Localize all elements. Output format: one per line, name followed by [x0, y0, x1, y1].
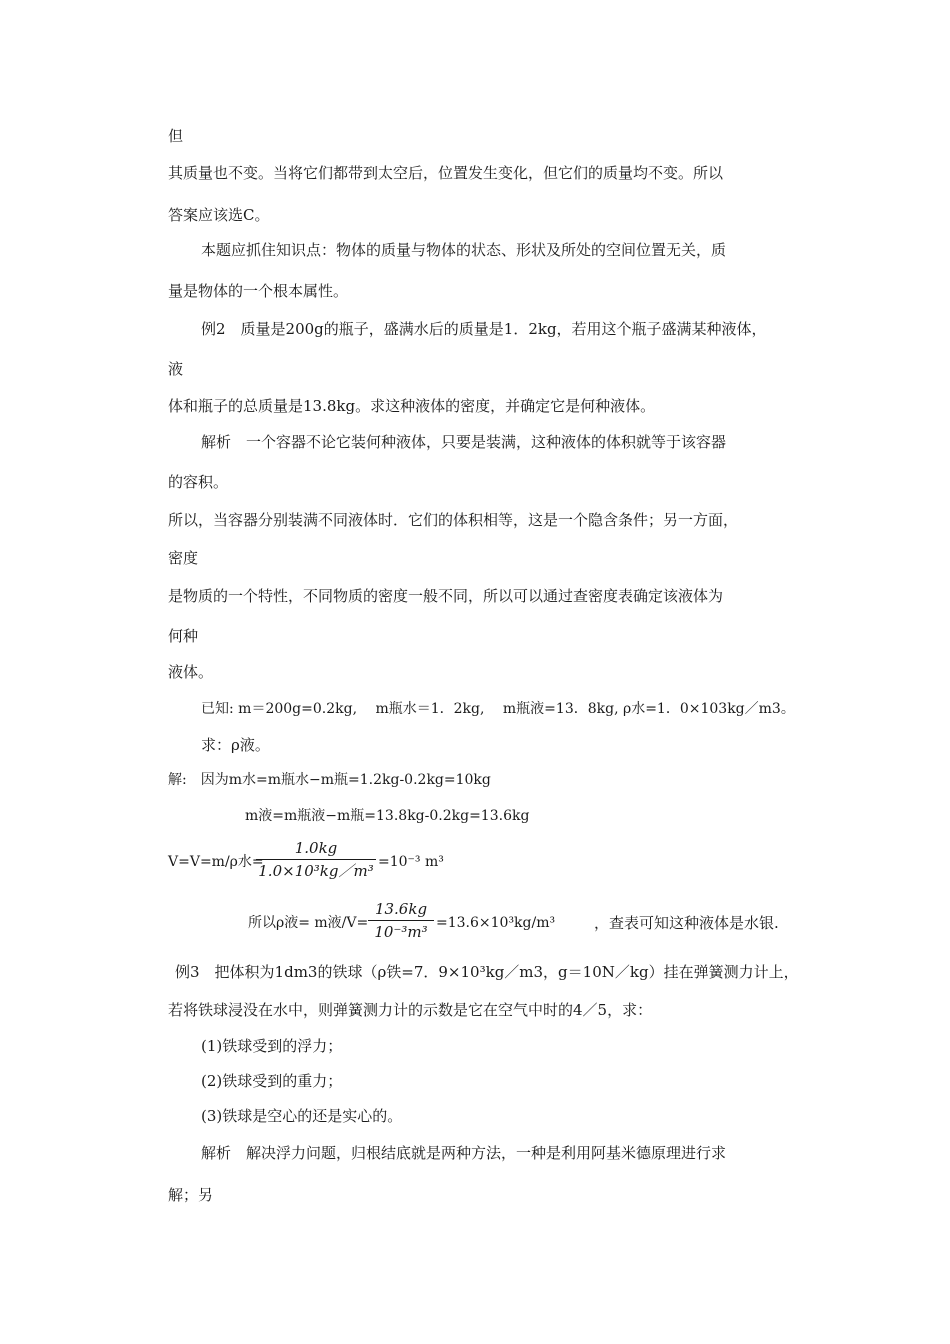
text-line: 液 — [168, 360, 184, 378]
equation-result: =13.6×10³kg/m³ — [436, 915, 556, 931]
text-line: m液=m瓶液−m瓶=13.8kg-0.2kg=13.6kg — [245, 808, 530, 824]
text-line: (2)铁球受到的重力； — [201, 1072, 343, 1090]
text-line: 解析 解决浮力问题，归根结底就是两种方法，一种是利用阿基米德原理进行求 — [201, 1144, 727, 1162]
text-line: 解析 一个容器不论它装何种液体，只要是装满，这种液体的体积就等于该容器 — [201, 433, 727, 451]
fraction-numerator: 13.6kg — [374, 900, 428, 918]
fraction-denominator: 10⁻³m³ — [374, 923, 428, 941]
text-line: 但 — [168, 127, 184, 145]
fraction — [256, 838, 376, 881]
text-line: 本题应抓住知识点：物体的质量与物体的状态、形状及所处的空间位置无关，质 — [201, 241, 727, 259]
text-line: 所以，当容器分别装满不同液体时．它们的体积相等，这是一个隐含条件；另一方面， — [168, 511, 739, 529]
text-line: 何种 — [168, 627, 199, 645]
text-line: 量是物体的一个根本属性。 — [168, 282, 349, 300]
fraction-numerator: 1.0kg — [294, 839, 338, 857]
equation-prefix: 所以ρ液= m液/V= — [248, 915, 369, 931]
text-line: 例2 质量是200g的瓶子，盛满水后的质量是1．2kg，若用这个瓶子盛满某种液体， — [201, 320, 767, 338]
text-line: 密度 — [168, 549, 199, 567]
text-line: (1)铁球受到的浮力； — [201, 1037, 343, 1055]
equation-prefix: V=V=m/ρ水= — [168, 854, 264, 870]
text-line: 求：ρ液。 — [201, 736, 270, 754]
text-line: 已知: m＝200g=0.2kg, m瓶水＝1．2kg, m瓶液=13．8kg, ρ水=1．0×103kg／m3。 — [201, 701, 795, 717]
text-line: 若将铁球浸没在水中，则弹簧测力计的示数是它在空气中时的4／5，求： — [168, 1001, 653, 1019]
text-line: 解: 因为m水=m瓶水−m瓶=1.2kg-0.2kg=10kg — [168, 772, 491, 788]
fraction-bar — [256, 859, 376, 860]
text-line: 体和瓶子的总质量是13.8kg。求这种液体的密度，并确定它是何种液体。 — [168, 397, 656, 415]
text-line: 是物质的一个特性，不同物质的密度一般不同，所以可以通过查密度表确定该液体为 — [168, 587, 724, 605]
equation-result: =10⁻³ m³ — [378, 854, 444, 870]
text-line: 液体。 — [168, 663, 214, 681]
fraction-denominator: 1.0×10³kg／m³ — [258, 862, 374, 880]
text-line: 答案应该选C。 — [168, 206, 270, 224]
text-line: 的容积。 — [168, 473, 229, 491]
text-line: 其质量也不变。当将它们都带到太空后，位置发生变化，但它们的质量均不变。所以 — [168, 164, 724, 182]
text-line: 例3 把体积为1dm3的铁球（ρ铁=7．9×10³kg／m3，g＝10N／kg）挂在弹簧测力计上， — [175, 963, 799, 981]
text-line: (3)铁球是空心的还是实心的。 — [201, 1107, 403, 1125]
fraction-bar — [368, 920, 434, 921]
fraction — [368, 899, 434, 942]
text-line: 解；另 — [168, 1186, 214, 1204]
equation-tail: ，查表可知这种液体是水银. — [594, 914, 779, 932]
